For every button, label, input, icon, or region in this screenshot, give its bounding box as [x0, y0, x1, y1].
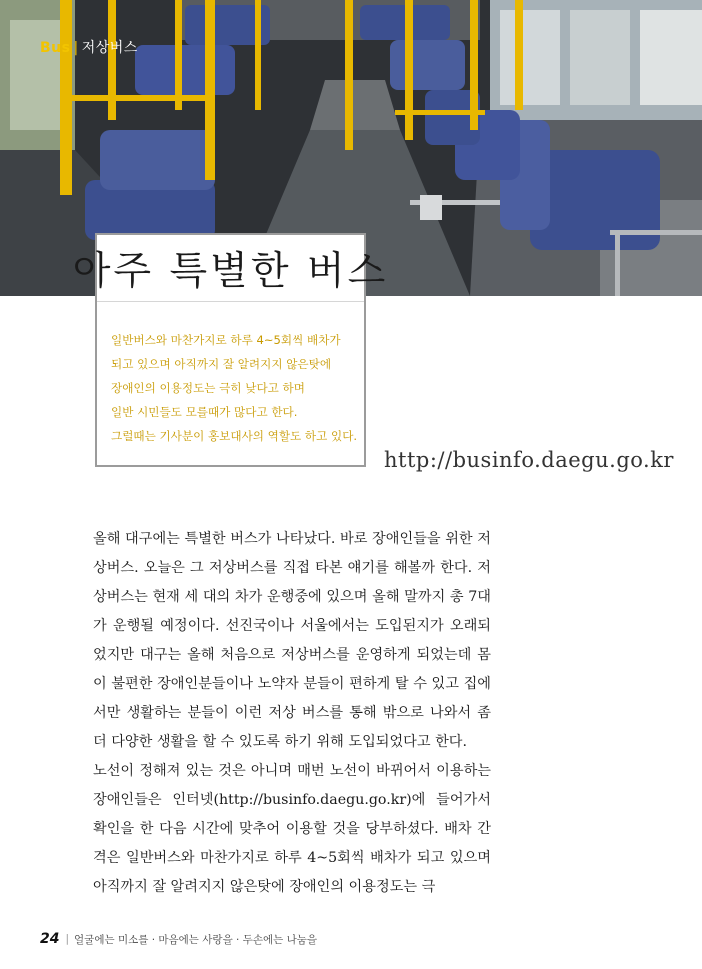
- title-header: [72, 235, 389, 302]
- summary-line: 장애인의 이용정도는 극히 낮다고 하며: [111, 381, 305, 395]
- section-category: 저상버스: [81, 40, 138, 56]
- summary-line: 일반버스와 마찬가지로 하루 4~5회씩 배차가: [111, 333, 341, 347]
- summary-line: 그럴때는 기사분이 홍보대사의 역할도 하고 있다.: [111, 429, 358, 443]
- summary-line: 일반 시민들도 모를때가 많다고 한다.: [111, 405, 298, 419]
- section-separator: |: [73, 40, 79, 56]
- summary-list: [97, 302, 364, 448]
- footer-slogan: 얼굴에는 미소를 · 마음에는 사랑을 · 두손에는 나눔을: [74, 933, 318, 946]
- section-brand: Bus: [40, 40, 71, 56]
- section-tag: [40, 37, 138, 57]
- footer-separator: |: [65, 933, 70, 945]
- body-paragraph-2: 노선이 정해져 있는 것은 아니며 매번 노선이 바뀌어서 이용하는 장애인들은 인터넷(http://businfo.daegu.go.kr)에 들어가서 확인을 한 다음 시간에 맞추어 이용할 것을 당부하셨다. 배차 간격은 일반버스와 마찬가지로 하루 4~5회씩 배차가 되고 있으며 아직까지 잘 알려지지 않은탓에 장애인의 이용정도는 극: [93, 763, 491, 895]
- summary-line: 되고 있으며 아직까지 잘 알려지지 않은탓에: [111, 357, 332, 371]
- page-footer: [40, 931, 317, 947]
- page-number: 24: [40, 931, 60, 947]
- url-caption: http://businfo.daegu.go.kr: [384, 448, 674, 472]
- page-title: 아주 특별한 버스: [72, 249, 389, 294]
- body-paragraph-1: 올해 대구에는 특별한 버스가 나타났다. 바로 장애인들을 위한 저상버스. 오늘은 그 저상버스를 직접 타본 얘기를 해볼까 한다. 저상버스는 현재 세 대의 차가 운행중에 있으며 올해 말까지 총 7대가 운행될 예정이다. 선진국이나 서울에서는 도입된지가 오래되었지만 대구는 올해 처음으로 저상버스를 운영하게 되었는데 몸이 불편한 장애인분들이나 노약자 분들이 편하게 탈 수 있고 집에서만 생활하는 분들이 이런 저상 버스를 통해 밖으로 나와서 좀 더 다양한 생활을 할 수 있도록 하기 위해 도입되었다고 한다.: [93, 531, 491, 750]
- title-box: [72, 233, 389, 467]
- article-body: [93, 525, 491, 902]
